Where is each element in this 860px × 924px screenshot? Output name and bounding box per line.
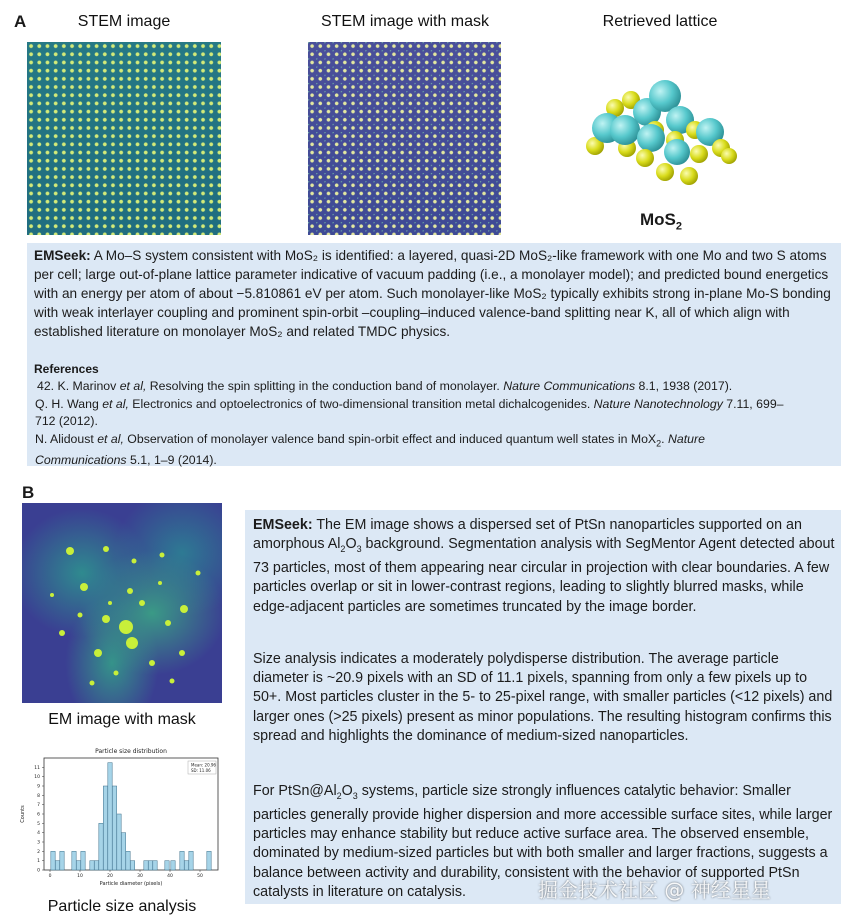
histogram-ylabel: Counts (20, 805, 26, 823)
histogram-bar (103, 786, 107, 870)
x-tick-label: 0 (48, 874, 52, 879)
histogram-bar (60, 851, 64, 870)
histogram-bar (153, 861, 157, 870)
lattice-structure-3d (585, 78, 745, 198)
histogram-bar (184, 861, 188, 870)
y-tick-label: 3 (37, 840, 40, 846)
stem-mask-title: STEM image with mask (320, 13, 490, 30)
histogram-caption: Particle size analysis (47, 898, 197, 915)
histogram-bar (189, 851, 193, 870)
histogram-bar (121, 833, 125, 870)
x-tick-label: 30 (137, 874, 143, 879)
panel-b-paragraph-2: Size analysis indicates a moderately polydisperse distribution. The average particle diameter is ~20.9 pixels with an SD of 11.1 pixels, spanning from only a few pixels up to 50+. Most particles cluster in the 5- to 25-pixel range, with smaller particles (<12 pixels) and larger ones (>25 pixels) present as minor populations. The resulting histogram confirms this spread and highlights the dominance of medium-sized nanoparticles. (253, 651, 833, 744)
histogram-bar (55, 861, 59, 870)
x-tick-label: 50 (197, 874, 203, 879)
histogram-bar (99, 823, 103, 870)
reference-item: N. Alidoust et al, Observation of monolayer valence band spin-orbit effect and induced quantum well states in MoX$_2$. Nature Communications 5.1, 1–9 (2014). (35, 432, 705, 468)
panel-b-paragraph-1: EMSeek: The EM image shows a dispersed set of PtSn nanoparticles supported on an amorphous $Al_2O_3$ background. Segmentation analysis with SegMentor Agent detected about 73 particles, most of them appearing near circular in projection with clear boundaries. A few particles overlap or sit in lower-contrast regions, leading to slightly blurred masks, while edge-adjacent particles are sometimes truncated by the image border. (253, 517, 835, 615)
x-tick-label: 40 (167, 874, 173, 879)
legend-mean: Mean: 20.96 (191, 762, 216, 768)
stem-image (27, 42, 221, 235)
reference-item: 42. K. Marinov et al, Resolving the spin splitting in the conduction band of monolayer. Nature Communications 8.1, 1938 (2017). (37, 379, 733, 393)
panel-b-summary-box (245, 510, 841, 904)
x-tick-label: 10 (77, 874, 83, 879)
emseek-label-b: EMSeek: (253, 517, 313, 533)
reference-item: Q. H. Wang et al, Electronics and optoelectronics of two-dimensional transition metal dichalcogenides. Nature Nanotechnology 7.11, 699–712 (2012). (35, 397, 784, 428)
y-tick-label: 7 (37, 803, 40, 809)
y-tick-label: 4 (37, 831, 40, 837)
histogram-bar (148, 861, 152, 870)
x-tick-label: 20 (107, 874, 113, 879)
histogram-bar (117, 814, 121, 870)
particle-mask-overlay (22, 503, 222, 703)
histogram-bar (165, 861, 169, 870)
formula-sub: 2 (675, 220, 683, 233)
formula-label (640, 210, 682, 232)
histogram-bar (144, 861, 148, 870)
histogram-bar (90, 861, 94, 870)
formula-main: MoS (640, 210, 676, 229)
histogram-bar (76, 861, 80, 870)
histogram-xlabel: Particle diameter (pixels) (99, 881, 163, 887)
emseek-label-a: EMSeek: (34, 248, 91, 263)
retrieved-lattice-title: Retrieved lattice (602, 13, 718, 30)
panel-b-label: B (22, 483, 35, 502)
watermark: 掘金技术社区 @ 神经星星 (538, 878, 771, 902)
stem-image-with-mask (308, 42, 501, 235)
histogram-bar (207, 851, 211, 870)
y-tick-label: 0 (37, 868, 40, 874)
lattice-atoms (586, 80, 737, 185)
y-tick-label: 2 (37, 849, 40, 855)
histogram-bar (94, 861, 98, 870)
panel-a-summary-text: A Mo–S system consistent with MoS₂ is identified: a layered, quasi-2D MoS₂-like framework with one Mo and two S atoms per cell; large out-of-plane lattice parameter indicative of vacuum padding (i.e., a monolayer model); and predicted bound energetics with an energy per atom of about −5.810861 eV per atom. Such monolayer-like MoS₂ typically exhibits strong in-plane Mo-S bonding with weak interlayer coupling and prominent spin-orbit –coupling–induced valence-band splitting near K, all of which align with established literature on monolayer MoS₂ and related TMDC physics. (34, 248, 831, 339)
particle-size-histogram (10, 742, 228, 892)
histogram-bar (180, 851, 184, 870)
y-tick-label: 10 (34, 775, 40, 781)
histogram-legend (188, 761, 216, 774)
y-tick-label: 6 (37, 812, 40, 818)
histogram-bar (126, 851, 130, 870)
histogram-bar (112, 786, 116, 870)
panel-a-summary (34, 246, 834, 341)
references-title: References (34, 362, 99, 376)
histogram-bar (81, 851, 85, 870)
stem-image-title: STEM image (77, 13, 171, 30)
references-list (35, 378, 825, 469)
histogram-bar (171, 861, 175, 870)
y-tick-label: 1 (37, 859, 40, 865)
y-tick-label: 5 (37, 821, 40, 827)
y-tick-label: 8 (37, 793, 40, 799)
histogram-bar (108, 763, 112, 870)
panel-a-label: A (14, 12, 27, 31)
histogram-bar (51, 851, 55, 870)
y-tick-label: 11 (34, 765, 40, 771)
legend-sd: SD: 11.06 (191, 768, 211, 773)
em-image-caption: EM image with mask (48, 711, 196, 728)
histogram-bar (130, 861, 134, 870)
panel-a-summary-box (27, 243, 841, 466)
panel-b-paragraph-3: For $PtSn@Al_2O_3$ systems, particle size strongly influences catalytic behavior: Smaller particles generally provide higher dispersion and more accessible surface sites, while larger particles may enhance stability but reduce active surface area. The observed ensemble, dominated by medium-sized particles but with both smaller and larger fractions, suggests a balance between activity and durability, consistent with the behavior of supported PtSn catalysts in literature on catalysis. (253, 783, 833, 900)
em-image-with-mask (22, 503, 222, 703)
histogram-title: Particle size distribution (95, 748, 167, 755)
histogram-bar (72, 851, 76, 870)
y-tick-label: 9 (37, 784, 40, 790)
